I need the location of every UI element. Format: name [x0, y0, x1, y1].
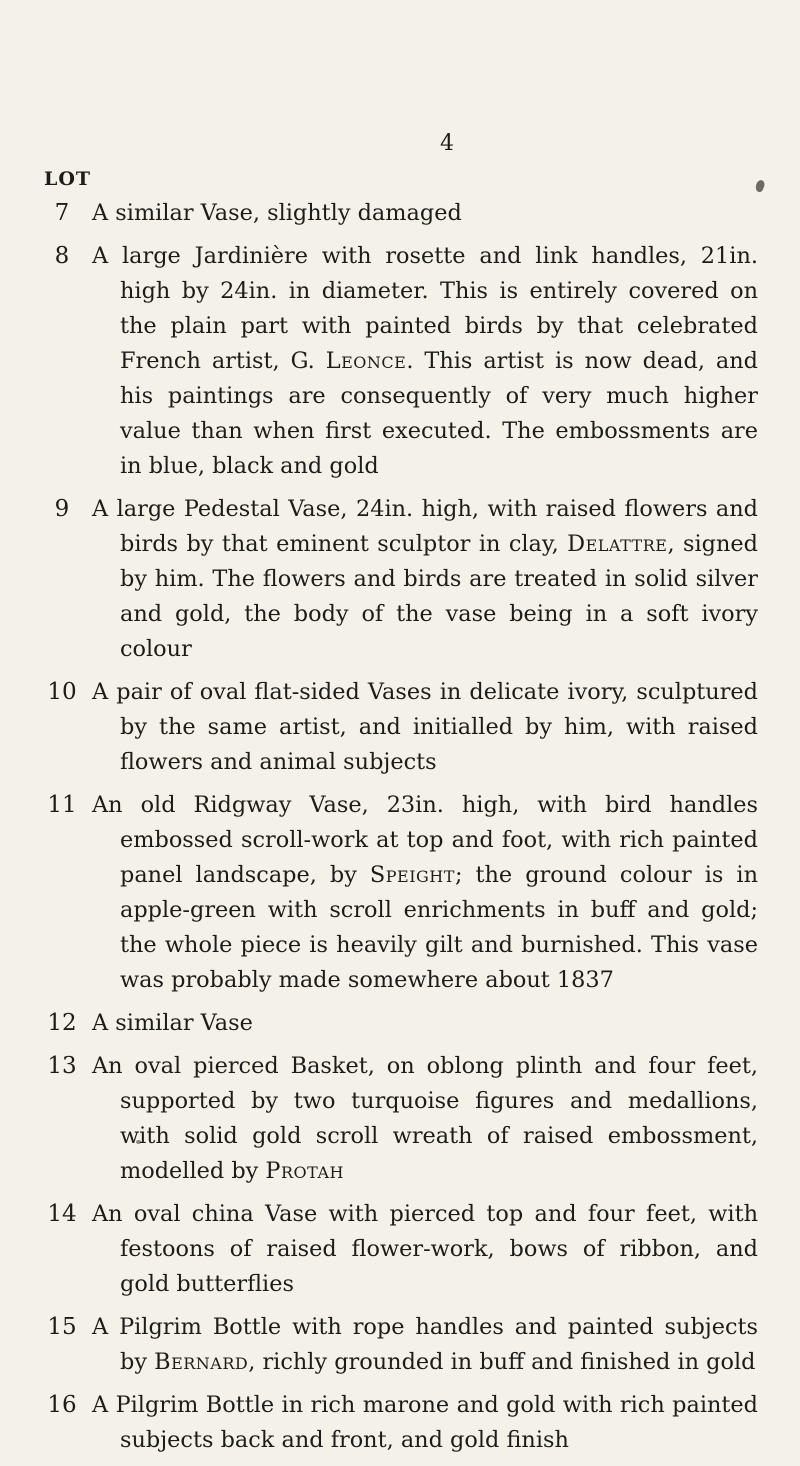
lot-number: 14 [47, 1201, 77, 1227]
lot-item [0, 1006, 800, 1041]
lot-item [0, 239, 800, 484]
artist-name: Leonce [325, 348, 407, 374]
lot-number: 9 [54, 496, 70, 522]
lot-number: 16 [47, 1392, 77, 1418]
lot-item [0, 1197, 800, 1302]
lot-number: 8 [54, 243, 70, 269]
lot-item [0, 788, 800, 998]
lot-description: A Pilgrim Bottle with rope handles and painted subjects by Bernard, richly grounded in buff and finished in gold [92, 1314, 758, 1375]
lot-item [0, 1049, 800, 1189]
lot-description: A large Pedestal Vase, 24in. high, with raised flowers and birds by that eminent sculptor in clay, Delattre, signed by him. The flowers and birds are treated in solid silver and gold, the body of the vase being in a soft ivory colour [92, 496, 758, 662]
lot-description: An oval pierced Basket, on oblong plinth and four feet, supported by two turquoise figures and medallions, with solid gold scroll wreath of raised embossment, modelled by Protah [92, 1053, 758, 1184]
lot-description: An old Ridgway Vase, 23in. high, with bird handles embossed scroll-work at top and foot, with rich painted panel landscape, by Speight; the ground colour is in apple-green with scroll enrichments in buff and gold; the whole piece is heavily gilt and burnished. This vase was probably made somewhere about 1837 [92, 792, 758, 993]
paper-speck [754, 179, 766, 193]
lot-description: A Pilgrim Bottle in rich marone and gold with rich painted subjects back and front, and gold finish [92, 1392, 758, 1453]
lot-column-heading: LOT [44, 168, 92, 190]
artist-name: Delattre [567, 531, 668, 557]
artist-name: Speight [369, 862, 455, 888]
lot-description: A pair of oval flat-sided Vases in delicate ivory, sculptured by the same artist, and initialled by him, with raised flowers and animal subjects [92, 679, 758, 775]
lot-item [0, 1388, 800, 1458]
artist-name: Protah [265, 1158, 344, 1184]
lot-item [0, 492, 800, 667]
lot-number: 12 [47, 1010, 77, 1036]
lot-number: 7 [54, 200, 70, 226]
lot-description: An oval china Vase with pierced top and four feet, with festoons of raised flower-work, bows of ribbon, and gold butterflies [92, 1201, 758, 1297]
lot-item [0, 675, 800, 780]
lot-number: 15 [47, 1314, 77, 1340]
lot-description: A large Jardinière with rosette and link handles, 21in. high by 24in. in diameter. This is entirely covered on the plain part with painted birds by that celebrated French artist, G. Leonce. This artist is now dead, and his paintings are consequently of very much higher value than when first executed. The embossments are in blue, black and gold [92, 243, 759, 479]
lot-number: 10 [47, 679, 77, 705]
lot-number: 13 [47, 1053, 77, 1079]
lot-item [0, 1310, 800, 1380]
lot-number: 11 [47, 792, 77, 818]
lot-list [0, 196, 800, 1466]
lot-item [0, 196, 800, 231]
lot-description: A similar Vase [92, 1010, 253, 1036]
lot-description: A similar Vase, slightly damaged [92, 200, 462, 226]
artist-name: Bernard [154, 1349, 249, 1375]
page-number: 4 [440, 131, 454, 156]
